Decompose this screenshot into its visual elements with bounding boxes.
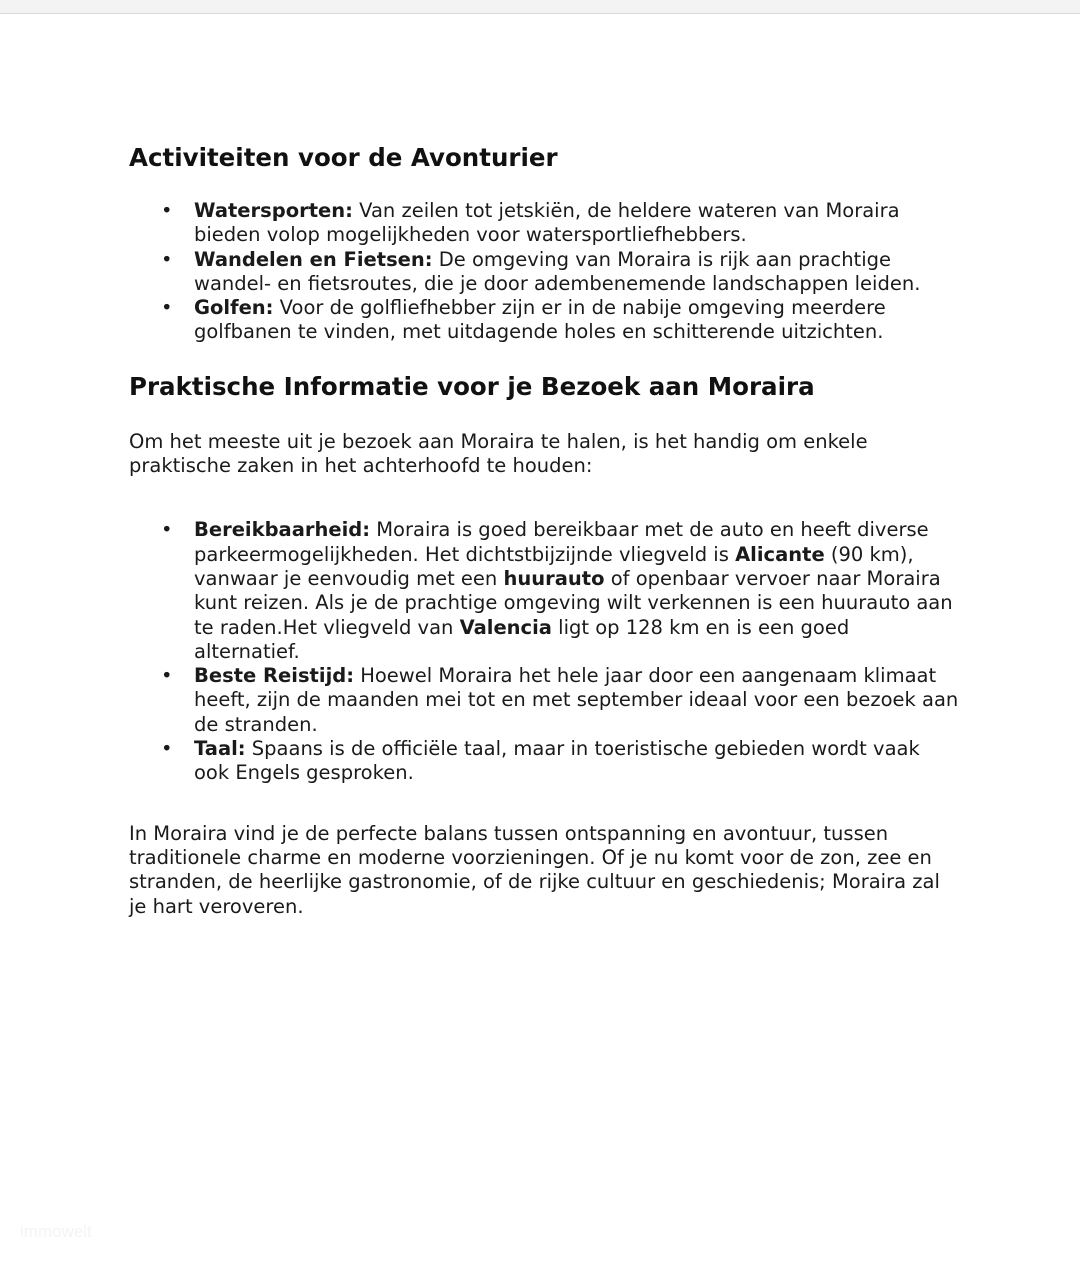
item-label: Wandelen en Fietsen:	[194, 247, 433, 271]
heading-activities: Activiteiten voor de Avonturier	[129, 143, 558, 172]
list-item-hiking-cycling	[161, 247, 959, 297]
heading-practical-info: Praktische Informatie voor je Bezoek aan Moraira	[129, 371, 815, 401]
item-label: Bereikbaarheid:	[194, 518, 371, 542]
item-text: ligt op 128 km en is een goed alternatief.	[194, 615, 850, 663]
list-item-watersports	[161, 199, 959, 248]
list-item-golf	[161, 296, 959, 345]
item-label: Taal:	[194, 737, 246, 761]
item-label: Beste Reistijd:	[194, 664, 355, 688]
airport-alicante: Alicante	[735, 542, 825, 566]
item-text: Voor de golfliefhebber zijn er in de nabije omgeving meerdere golfbanen te vinden, met uitdagende holes en schitterende uitzichten.	[194, 296, 886, 344]
item-text: Van zeilen tot jetskiën, de heldere wateren van Moraira bieden volop mogelijkheden voor watersportliefhebbers.	[194, 199, 900, 247]
list-item-language	[161, 737, 959, 786]
bullet-icon: •	[161, 199, 173, 222]
bullet-icon: •	[161, 247, 173, 271]
practical-intro: Om het meeste uit je bezoek aan Moraira te halen, is het handig om enkele praktische zaken in het achterhoofd te houden:	[129, 429, 868, 478]
browser-top-bar	[0, 0, 1080, 14]
list-item-best-travel-time	[161, 664, 959, 737]
bullet-icon: •	[161, 737, 173, 761]
bullet-icon: •	[161, 518, 173, 542]
practical-list	[129, 518, 959, 785]
bullet-icon: •	[161, 296, 173, 320]
watermark-logo: immowelt	[20, 1222, 92, 1241]
item-text: De omgeving van Moraira is rijk aan prachtige wandel- en fietsroutes, die je door adembenemende landschappen leiden.	[194, 247, 921, 295]
item-text: (90 km), vanwaar je eenvoudig met een	[194, 542, 914, 590]
list-item-accessibility	[161, 518, 959, 664]
item-label: Golfen:	[194, 296, 274, 320]
item-label: Watersporten:	[194, 199, 353, 222]
closing-paragraph: In Moraira vind je de perfecte balans tussen ontspanning en avontuur, tussen traditionele charme en moderne voorzieningen. Of je nu komt voor de zon, zee en stranden, de heerlijke gastronomie, of de rijke cultuur en geschiedenis; Moraira zal je hart veroveren.	[129, 821, 940, 918]
rental-car: huurauto	[503, 566, 605, 590]
item-text: of openbaar vervoer naar Moraira kunt reizen. Als je de prachtige omgeving wilt verkennen is een huurauto aan te raden.Het vliegveld van	[194, 566, 953, 639]
item-text: Moraira is goed bereikbaar met de auto en heeft diverse parkeermogelijkheden. Het dichtstbijzijnde vliegveld is	[194, 518, 929, 566]
activities-list	[129, 199, 959, 345]
item-text: Hoewel Moraira het hele jaar door een aangenaam klimaat heeft, zijn de maanden mei tot en met september ideaal voor een bezoek aan de stranden.	[194, 664, 959, 736]
airport-valencia: Valencia	[459, 615, 552, 639]
item-text: Spaans is de officiële taal, maar in toeristische gebieden wordt vaak ook Engels gesproken.	[194, 737, 920, 785]
bullet-icon: •	[161, 664, 173, 688]
document-page	[129, 140, 959, 919]
